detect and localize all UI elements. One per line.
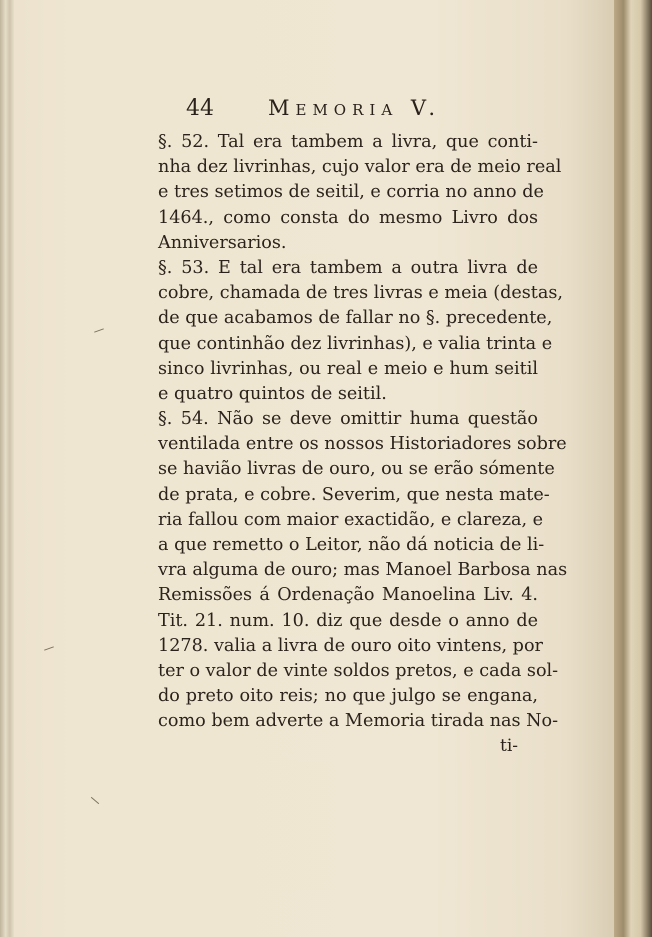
text-line: sinco livrinhas, ou real e meio e hum seitil	[158, 358, 538, 379]
running-head	[186, 96, 486, 126]
text-line: nha dez livrinhas, cujo valor era de meio real	[158, 157, 562, 178]
text-line: 1464., como consta do mesmo Livro dos	[158, 207, 538, 228]
paragraph-54	[158, 407, 568, 734]
margin-mark	[94, 328, 104, 332]
text-line: ter o valor de vinte soldos pretos, e cada sol-	[158, 660, 559, 681]
text-line: ventilada entre os nossos Historiadores sobre	[158, 434, 567, 455]
page-title: Memoria V.	[268, 96, 442, 120]
text-line: §. 52. Tal era tambem a livra, que conti-	[158, 132, 538, 152]
text-line: de que acabamos de fallar no §. precedente,	[158, 308, 553, 329]
text-line: Tit. 21. num. 10. diz que desde o anno de	[158, 610, 538, 631]
body-text	[158, 130, 568, 735]
text-line: 1278. valia a livra de ouro oito vintens, por	[158, 635, 543, 656]
catchword: ti-	[500, 736, 519, 756]
text-line: e quatro quintos de seitil.	[158, 383, 387, 404]
text-line: §. 53. E tal era tambem a outra livra de	[158, 257, 538, 278]
text-line: vra alguma de ouro; mas Manoel Barbosa nas	[158, 560, 568, 581]
text-line: e tres setimos de seitil, e corria no anno de	[158, 182, 544, 203]
paragraph-52	[158, 130, 562, 256]
book-gutter-edge	[614, 0, 652, 937]
text-line: a que remetto o Leitor, não dá noticia de li-	[158, 535, 545, 555]
paragraph-53	[158, 256, 563, 407]
margin-mark	[91, 797, 99, 804]
margin-mark	[44, 646, 54, 650]
page-stack-left-edge	[0, 0, 14, 937]
text-line: cobre, chamada de tres livras e meia (destas,	[158, 283, 563, 304]
page-number: 44	[186, 96, 214, 121]
text-line: do preto oito reis; no que julgo se engana,	[158, 686, 538, 707]
text-line: que continhão dez livrinhas), e valia trinta e	[158, 333, 553, 354]
text-line: se havião livras de ouro, ou se erão sómente	[158, 459, 555, 480]
text-line: como bem adverte a Memoria tirada nas No-	[158, 711, 559, 732]
text-line: de prata, e cobre. Severim, que nesta mate-	[158, 484, 550, 505]
text-line: ria fallou com maior exactidão, e clareza, e	[158, 509, 544, 530]
text-line: Remissões á Ordenação Manoelina Liv. 4.	[158, 585, 538, 606]
text-line: §. 54. Não se deve omittir huma questão	[158, 409, 538, 430]
text-line: Anniversarios.	[158, 232, 287, 253]
